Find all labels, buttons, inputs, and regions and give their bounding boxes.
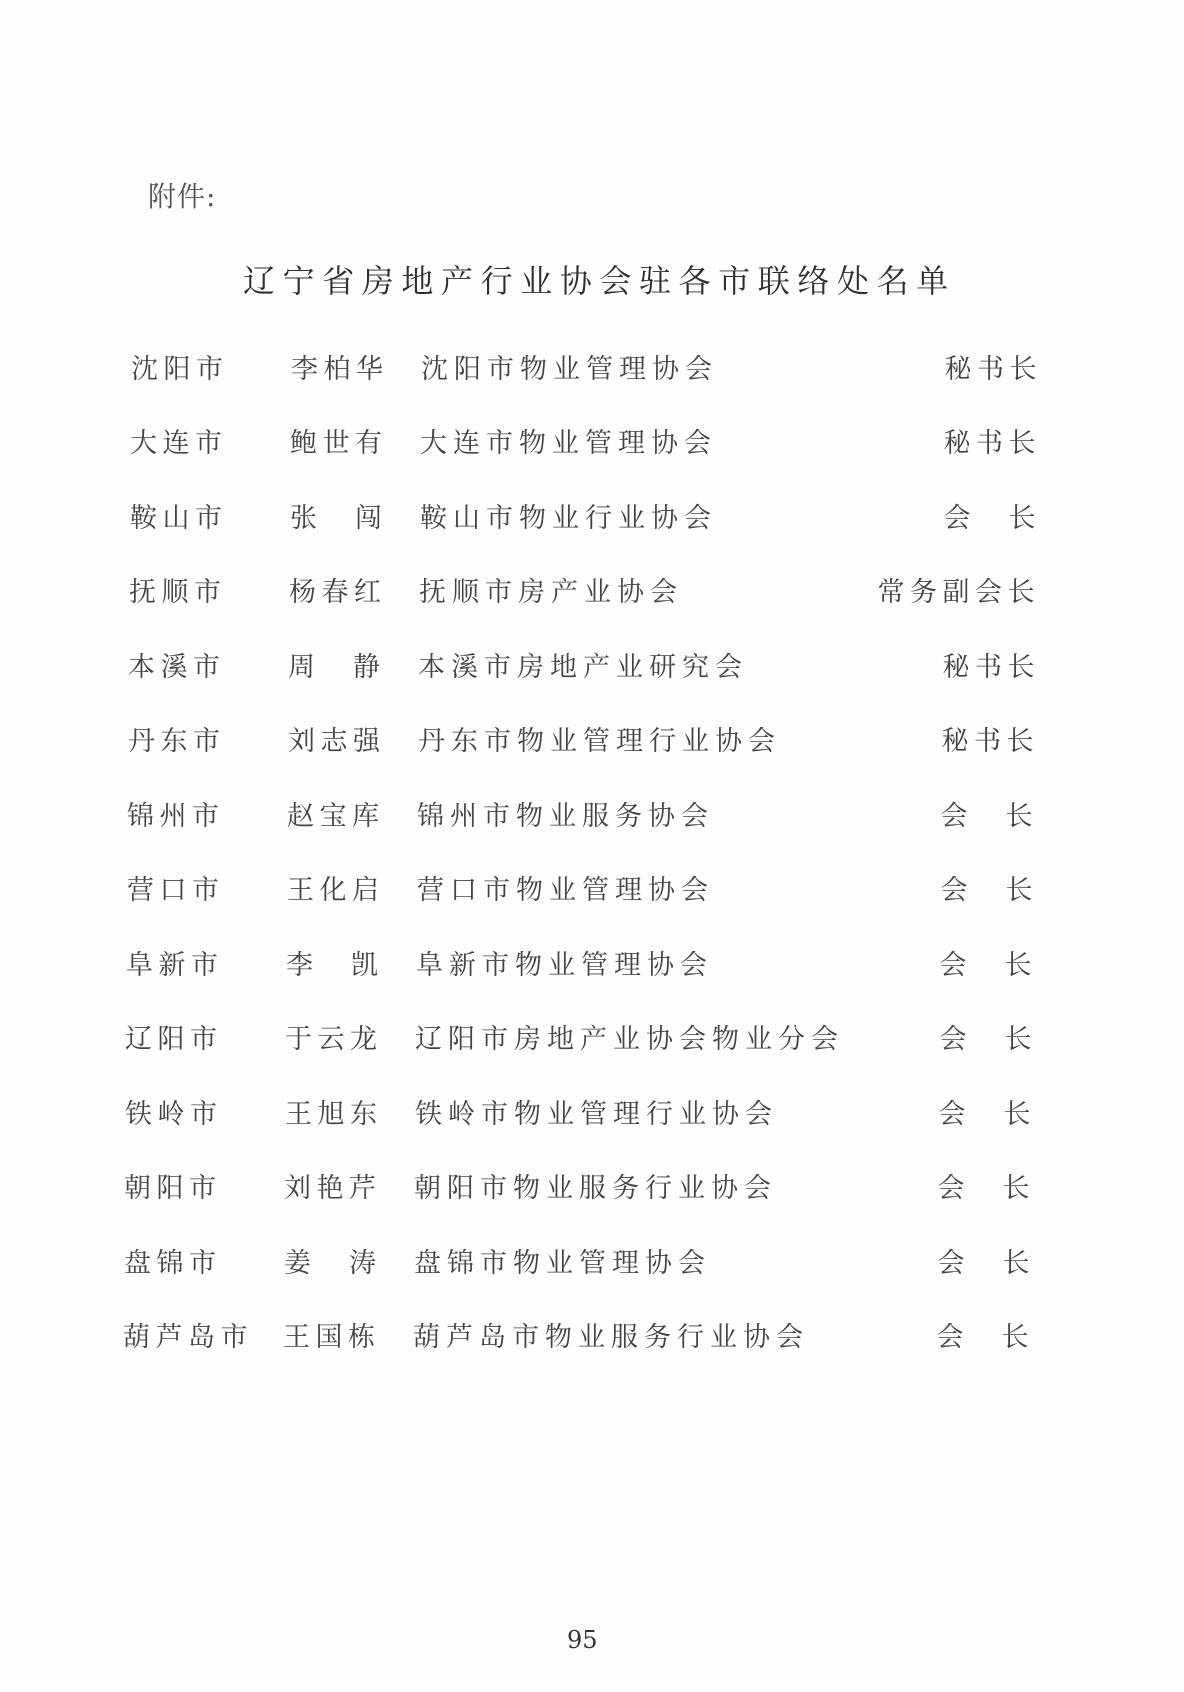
organization-cell: 辽阳市房地产业协会物业分会 [415,1024,844,1055]
organization-cell: 铁岭市物业管理行业协会 [415,1099,778,1130]
organization-cell: 抚顺市房产业协会 [419,577,683,608]
city-cell: 盘锦市 [124,1248,222,1279]
city-cell: 辽阳市 [125,1024,223,1055]
city-cell: 阜新市 [126,950,224,981]
name-cell: 王旭东 [285,1099,383,1130]
name-cell: 李柏华 [291,354,389,385]
roster-row [0,722,1184,762]
name-cell: 刘艳芹 [284,1173,382,1204]
organization-cell: 营口市物业管理协会 [417,875,714,906]
roster-row [0,424,1184,464]
position-cell: 会 长 [940,801,1038,832]
position-cell: 常务副会长 [877,577,1040,608]
city-cell: 朝阳市 [124,1173,222,1204]
organization-cell: 盘锦市物业管理协会 [414,1248,711,1279]
roster-row [0,946,1184,986]
name-cell: 于云龙 [285,1024,383,1055]
page-title: 辽宁省房地产行业协会驻各市联络处名单 [243,262,956,300]
city-cell: 营口市 [127,875,225,906]
position-cell: 会 长 [938,1099,1036,1130]
position-cell: 秘书长 [944,354,1042,385]
city-cell: 锦州市 [127,801,225,832]
city-cell: 葫芦岛市 [123,1322,253,1353]
name-cell: 赵宝库 [287,801,385,832]
roster-row [0,797,1184,837]
name-cell: 鲍世有 [290,428,388,459]
name-cell: 李 凯 [286,950,384,981]
name-cell: 张 闯 [290,503,388,534]
city-cell: 丹东市 [128,726,226,757]
organization-cell: 大连市物业管理协会 [420,428,717,459]
roster-row [0,1169,1184,1209]
name-cell: 周 静 [288,652,386,683]
city-cell: 铁岭市 [125,1099,223,1130]
roster-row [0,648,1184,688]
name-cell: 刘志强 [288,726,386,757]
organization-cell: 葫芦岛市物业服务行业协会 [413,1322,809,1353]
city-cell: 鞍山市 [130,503,228,534]
position-cell: 会 长 [937,1248,1035,1279]
page-number: 95 [567,1626,598,1654]
attachment-label: 附件: [148,180,217,213]
city-cell: 大连市 [130,428,228,459]
organization-cell: 沈阳市物业管理协会 [421,354,718,385]
position-cell: 会 长 [936,1322,1034,1353]
name-cell: 姜 涛 [284,1248,382,1279]
position-cell: 会 长 [937,1173,1035,1204]
organization-cell: 锦州市物业服务协会 [417,801,714,832]
roster-row [0,1020,1184,1060]
position-cell: 会 长 [943,503,1041,534]
organization-cell: 鞍山市物业行业协会 [420,503,717,534]
name-cell: 杨春红 [289,577,387,608]
roster-row [0,499,1184,539]
organization-cell: 丹东市物业管理行业协会 [418,726,781,757]
position-cell: 秘书长 [943,428,1041,459]
name-cell: 王化启 [287,875,385,906]
city-cell: 抚顺市 [129,577,227,608]
position-cell: 会 长 [939,950,1037,981]
city-cell: 本溪市 [128,652,226,683]
roster-row [0,871,1184,911]
city-cell: 沈阳市 [131,354,229,385]
organization-cell: 本溪市房地产业研究会 [418,652,748,683]
roster-row [0,1244,1184,1284]
position-cell: 会 长 [940,875,1038,906]
name-cell: 王国栋 [283,1322,381,1353]
roster-row [0,1095,1184,1135]
roster-row [0,350,1184,390]
organization-cell: 阜新市物业管理协会 [416,950,713,981]
roster-row [0,1318,1184,1358]
organization-cell: 朝阳市物业服务行业协会 [414,1173,777,1204]
position-cell: 会 长 [939,1024,1037,1055]
position-cell: 秘书长 [941,726,1039,757]
roster-row [0,573,1184,613]
position-cell: 秘书长 [942,652,1040,683]
